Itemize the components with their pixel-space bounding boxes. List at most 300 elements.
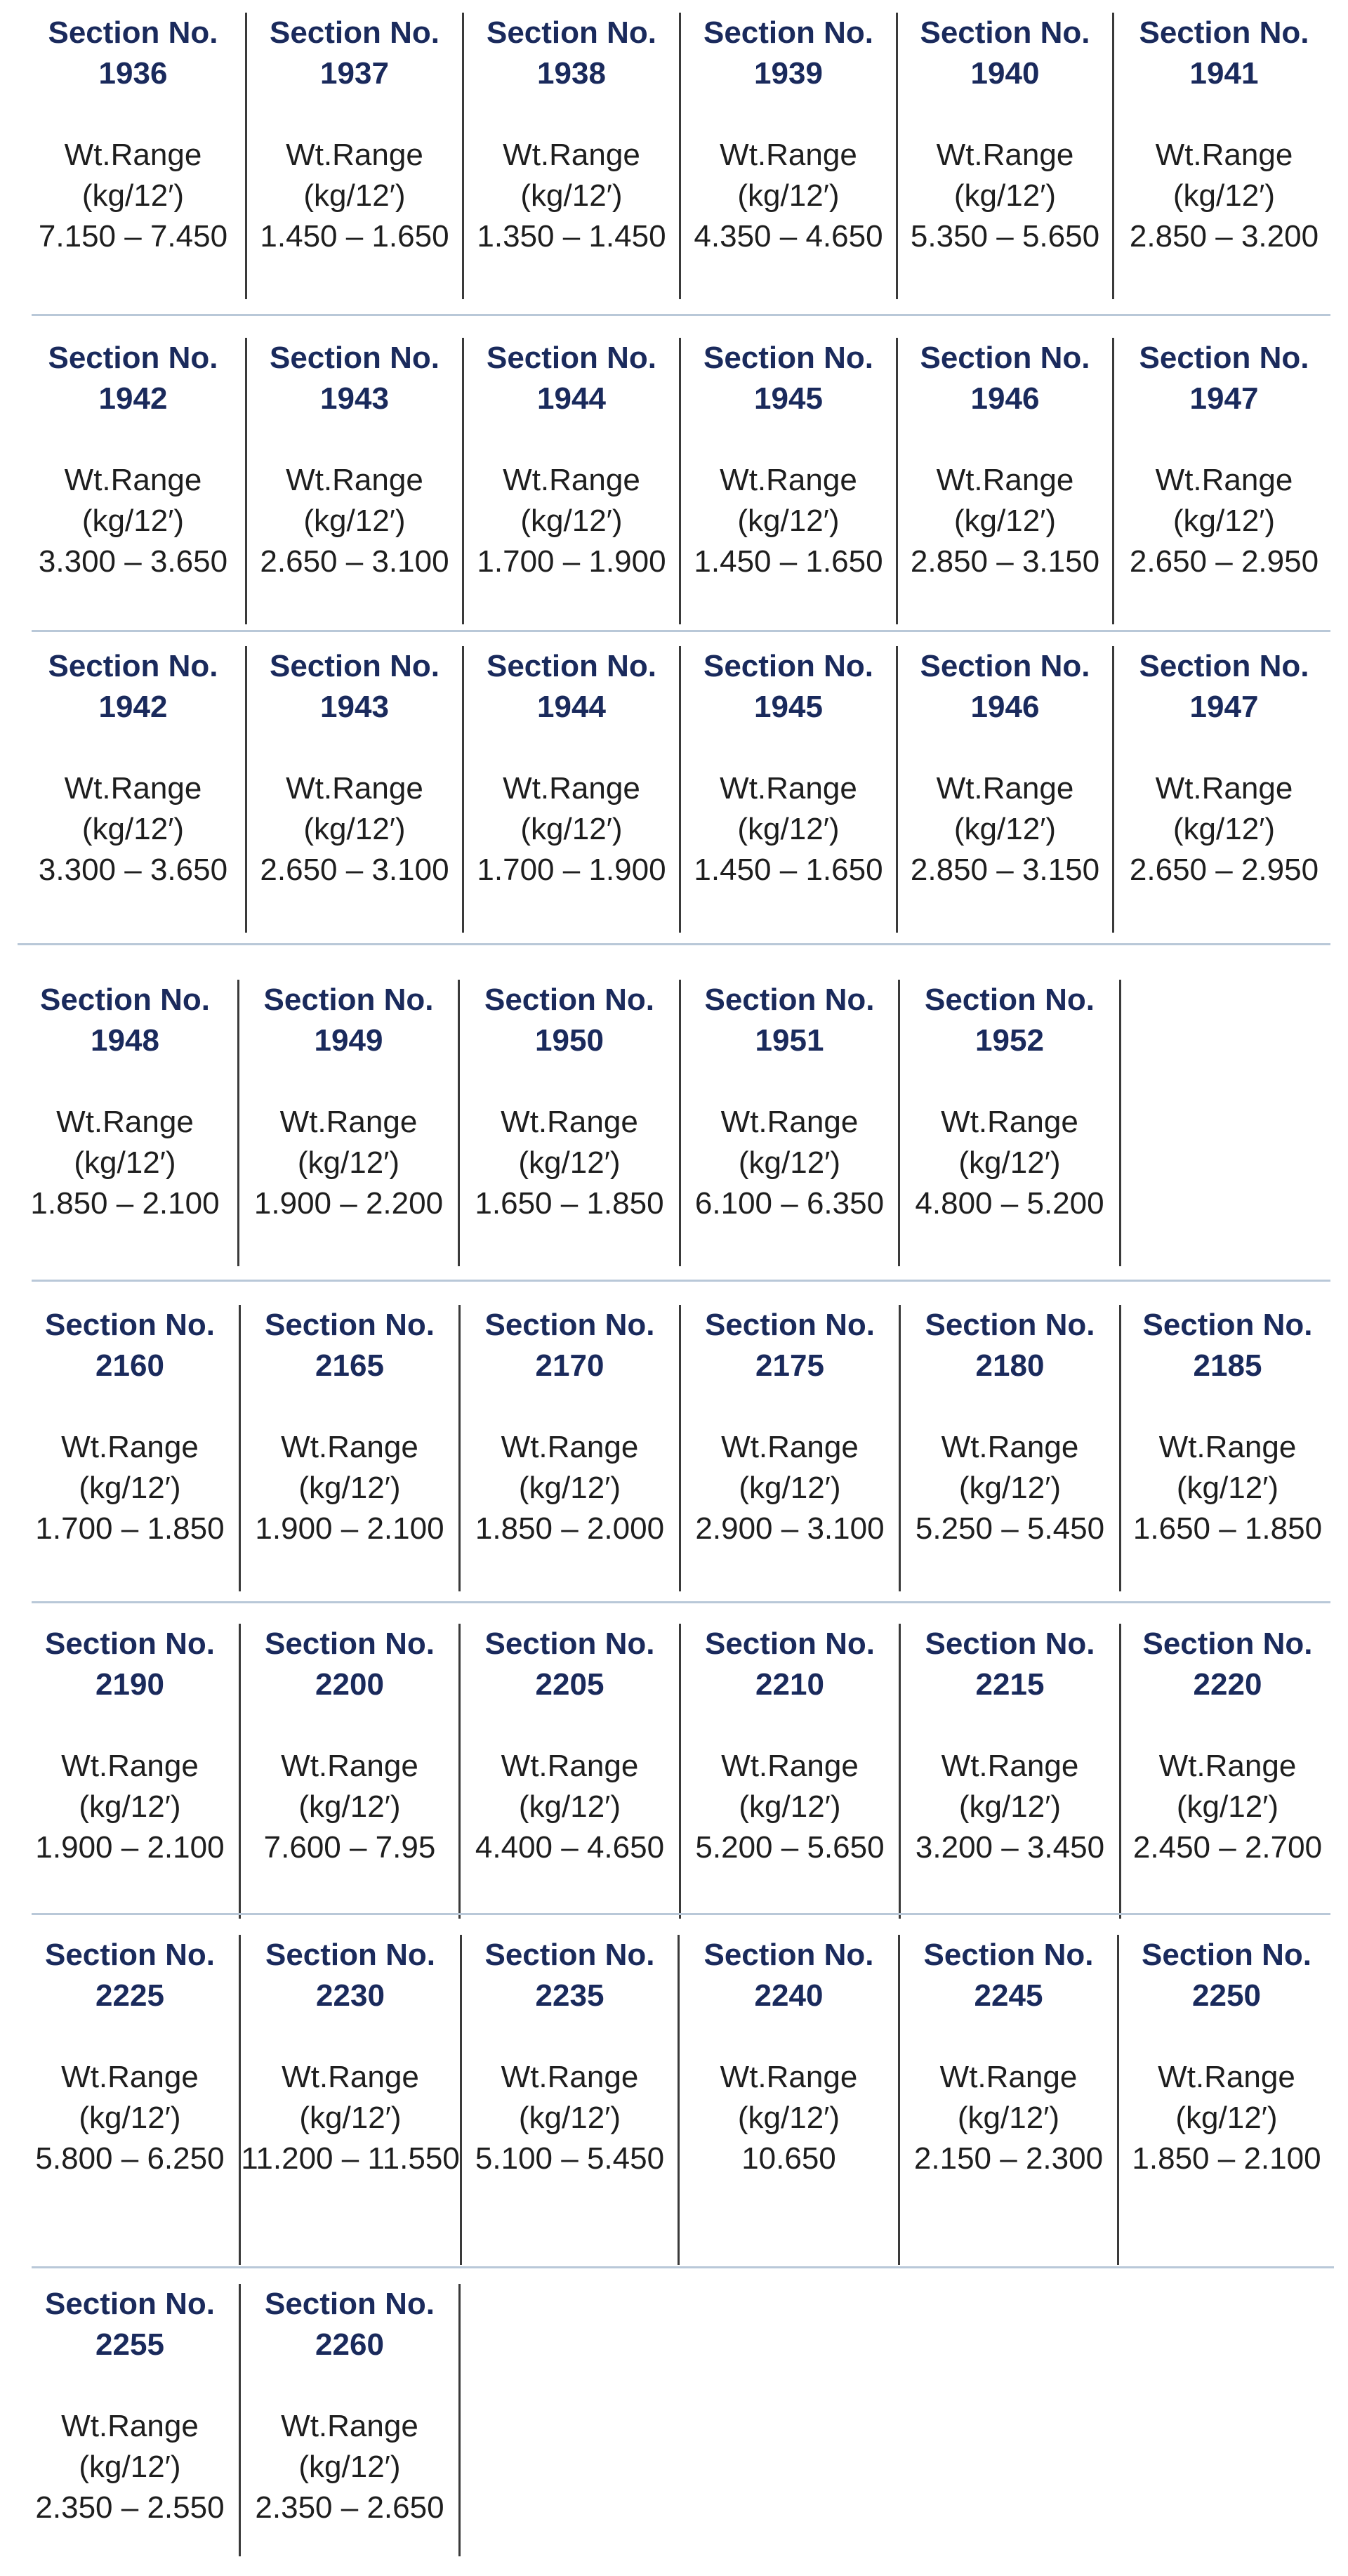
section-number: 1946 xyxy=(970,690,1040,724)
weight-unit: (kg/12′) xyxy=(518,1789,621,1824)
weight-unit: (kg/12′) xyxy=(958,1145,1061,1180)
spacer xyxy=(1114,419,1334,460)
section-cell xyxy=(21,1305,241,1591)
weight-range-label: Wt.Range xyxy=(286,138,423,172)
weight-range-value: 2.850 – 3.200 xyxy=(1129,219,1319,254)
section-number: 1948 xyxy=(91,1023,159,1058)
section-label: Section No. xyxy=(1141,1938,1312,1972)
row-separator xyxy=(32,630,1330,632)
spacer xyxy=(21,94,245,135)
weight-range-value: 1.700 – 1.900 xyxy=(477,853,666,887)
weight-range-value: 2.150 – 2.300 xyxy=(913,2141,1104,2176)
spacer xyxy=(901,1705,1119,1746)
weight-range-value: 3.200 – 3.450 xyxy=(915,1830,1105,1865)
weight-unit: (kg/12′) xyxy=(1172,504,1276,538)
section-label: Section No. xyxy=(1139,649,1309,683)
weight-range-label: Wt.Range xyxy=(281,2409,418,2443)
section-label: Section No. xyxy=(1142,1627,1313,1661)
spacer xyxy=(464,419,679,460)
section-cell xyxy=(241,1935,462,2265)
section-number: 2205 xyxy=(535,1667,604,1702)
row-2225-2250 xyxy=(0,1935,1348,2265)
weight-range-value: 1.450 – 1.650 xyxy=(694,853,883,887)
weight-range-label: Wt.Range xyxy=(279,1105,418,1139)
weight-unit: (kg/12′) xyxy=(737,812,840,846)
section-label: Section No. xyxy=(48,341,218,375)
section-cell xyxy=(247,13,464,299)
weight-range-value: 10.650 xyxy=(741,2141,836,2176)
row-1948-1952 xyxy=(0,980,1348,1266)
section-number: 2230 xyxy=(316,1978,385,2013)
weight-unit: (kg/12′) xyxy=(303,178,406,213)
section-cell xyxy=(21,1935,241,2265)
row-2190-2220 xyxy=(0,1624,1348,1919)
weight-range-value: 1.650 – 1.850 xyxy=(475,1186,664,1221)
spacer xyxy=(247,94,462,135)
weight-unit: (kg/12′) xyxy=(298,2450,401,2484)
section-label: Section No. xyxy=(923,1938,1094,1972)
weight-range-label: Wt.Range xyxy=(501,1749,639,1783)
weight-range-label: Wt.Range xyxy=(56,1105,194,1139)
section-cell xyxy=(21,646,247,933)
weight-range-value: 1.450 – 1.650 xyxy=(260,219,449,254)
section-label: Section No. xyxy=(264,1308,435,1342)
section-label: Section No. xyxy=(265,1938,436,1972)
section-cell xyxy=(462,1935,680,2265)
weight-range-value: 4.350 – 4.650 xyxy=(694,219,883,254)
weight-range-label: Wt.Range xyxy=(503,463,640,497)
weight-range-value: 11.200 – 11.550 xyxy=(241,2141,460,2176)
section-number: 2165 xyxy=(315,1348,384,1383)
section-number: 1947 xyxy=(1189,381,1259,416)
row-separator xyxy=(32,314,1330,316)
section-number: 1950 xyxy=(535,1023,604,1058)
weight-unit: (kg/12′) xyxy=(739,1789,841,1824)
section-cell xyxy=(681,1305,901,1591)
section-number: 2210 xyxy=(755,1667,824,1702)
weight-range-value: 1.350 – 1.450 xyxy=(477,219,666,254)
weight-range-label: Wt.Range xyxy=(721,1749,859,1783)
section-cell xyxy=(1114,338,1334,624)
weight-range-value: 1.850 – 2.100 xyxy=(1132,2141,1321,2176)
section-number: 1941 xyxy=(1189,56,1259,91)
spacer xyxy=(461,1386,679,1427)
section-label: Section No. xyxy=(1139,341,1309,375)
weight-range-label: Wt.Range xyxy=(939,2060,1078,2094)
weight-range-label: Wt.Range xyxy=(1155,771,1293,806)
weight-unit: (kg/12′) xyxy=(953,504,1057,538)
weight-range-label: Wt.Range xyxy=(64,463,202,497)
section-cell xyxy=(247,338,464,624)
weight-range-label: Wt.Range xyxy=(941,1749,1079,1783)
section-label: Section No. xyxy=(264,1627,435,1661)
weight-range-value: 3.300 – 3.650 xyxy=(38,853,228,887)
weight-range-label: Wt.Range xyxy=(941,1105,1078,1139)
section-label: Section No. xyxy=(486,15,657,50)
section-label: Section No. xyxy=(44,2287,216,2321)
spacer xyxy=(681,1386,899,1427)
row-separator xyxy=(32,1601,1330,1603)
section-cell xyxy=(461,1305,681,1591)
weight-unit: (kg/12′) xyxy=(520,812,623,846)
section-label: Section No. xyxy=(703,649,874,683)
section-cell xyxy=(1121,1624,1334,1919)
weight-range-value: 4.800 – 5.200 xyxy=(915,1186,1104,1221)
section-cell xyxy=(681,338,898,624)
section-number: 2240 xyxy=(754,1978,824,2013)
weight-unit: (kg/12′) xyxy=(738,1145,841,1180)
section-number: 2225 xyxy=(95,1978,164,2013)
section-label: Section No. xyxy=(925,1627,1095,1661)
spacer xyxy=(1121,1386,1334,1427)
weight-range-value: 2.650 – 3.100 xyxy=(260,544,449,579)
row-2255-2260 xyxy=(0,2284,1348,2556)
section-cell xyxy=(464,13,681,299)
weight-range-value: 2.450 – 2.700 xyxy=(1132,1830,1323,1865)
section-number: 2235 xyxy=(535,1978,604,2013)
spacer xyxy=(21,1705,239,1746)
weight-range-label: Wt.Range xyxy=(61,2409,199,2443)
weight-range-value: 2.650 – 2.950 xyxy=(1129,853,1319,887)
spacer xyxy=(21,728,245,768)
weight-unit: (kg/12′) xyxy=(953,812,1057,846)
section-label: Section No. xyxy=(704,983,875,1017)
section-number: 1945 xyxy=(754,381,823,416)
weight-range-label: Wt.Range xyxy=(936,463,1074,497)
row-separator xyxy=(32,1280,1330,1282)
section-cell xyxy=(464,646,681,933)
weight-unit: (kg/12′) xyxy=(737,2101,840,2135)
weight-range-label: Wt.Range xyxy=(61,2060,199,2094)
weight-range-label: Wt.Range xyxy=(61,1430,199,1464)
weight-range-label: Wt.Range xyxy=(720,771,857,806)
section-cell xyxy=(681,13,898,299)
section-cell xyxy=(21,1624,241,1919)
weight-unit: (kg/12′) xyxy=(303,504,406,538)
section-label: Section No. xyxy=(44,1938,216,1972)
spacer xyxy=(900,1061,1119,1102)
section-cell xyxy=(1114,646,1334,933)
section-label: Section No. xyxy=(263,983,434,1017)
section-cell xyxy=(21,13,247,299)
weight-unit: (kg/12′) xyxy=(957,2101,1060,2135)
section-label: Section No. xyxy=(269,15,440,50)
weight-unit: (kg/12′) xyxy=(737,178,840,213)
weight-range-value: 5.350 – 5.650 xyxy=(910,219,1100,254)
weight-range-label: Wt.Range xyxy=(503,771,640,806)
section-number: 1951 xyxy=(755,1023,824,1058)
section-cell xyxy=(13,980,239,1266)
weight-range-value: 1.900 – 2.200 xyxy=(253,1186,444,1221)
section-label: Section No. xyxy=(484,1308,655,1342)
section-label: Section No. xyxy=(924,983,1095,1017)
spacer xyxy=(460,1061,679,1102)
spacer xyxy=(464,728,679,768)
section-label: Section No. xyxy=(39,983,211,1017)
row-separator xyxy=(32,1913,1330,1915)
weight-range-label: Wt.Range xyxy=(720,1105,859,1139)
row-1936-1941 xyxy=(0,13,1348,299)
weight-unit: (kg/12′) xyxy=(298,1471,401,1505)
weight-unit: (kg/12′) xyxy=(298,1789,401,1824)
section-label: Section No. xyxy=(264,2287,435,2321)
section-number: 2215 xyxy=(975,1667,1045,1702)
section-label: Section No. xyxy=(269,341,440,375)
section-cell xyxy=(241,1305,461,1591)
weight-range-value: 1.650 – 1.850 xyxy=(1132,1511,1323,1546)
weight-range-value: 5.200 – 5.650 xyxy=(695,1830,885,1865)
section-label: Section No. xyxy=(703,15,874,50)
spacer xyxy=(898,419,1112,460)
section-label: Section No. xyxy=(484,983,655,1017)
weight-range-label: Wt.Range xyxy=(501,2060,639,2094)
weight-unit: (kg/12′) xyxy=(1176,1789,1279,1824)
section-label: Section No. xyxy=(920,341,1090,375)
weight-range-label: Wt.Range xyxy=(941,1430,1079,1464)
weight-unit: (kg/12′) xyxy=(953,178,1057,213)
section-number: 1944 xyxy=(537,381,606,416)
spacer xyxy=(681,419,896,460)
spacer xyxy=(241,1705,458,1746)
section-number: 2175 xyxy=(755,1348,824,1383)
weight-range-label: Wt.Range xyxy=(720,463,857,497)
section-cell xyxy=(898,13,1114,299)
weight-unit: (kg/12′) xyxy=(518,2101,621,2135)
section-label: Section No. xyxy=(486,341,657,375)
weight-range-label: Wt.Range xyxy=(936,771,1074,806)
section-label: Section No. xyxy=(486,649,657,683)
section-number: 1945 xyxy=(754,690,823,724)
weight-range-label: Wt.Range xyxy=(286,771,423,806)
weight-unit: (kg/12′) xyxy=(79,1471,181,1505)
weight-range-value: 1.900 – 2.100 xyxy=(35,1830,225,1865)
section-number: 2220 xyxy=(1193,1667,1262,1702)
weight-range-value: 2.350 – 2.650 xyxy=(255,2490,444,2525)
weight-range-label: Wt.Range xyxy=(64,138,202,172)
section-cell xyxy=(1119,1935,1334,2265)
section-number: 1938 xyxy=(537,56,606,91)
weight-range-value: 2.850 – 3.150 xyxy=(910,544,1100,579)
weight-range-label: Wt.Range xyxy=(501,1105,638,1139)
section-number: 2185 xyxy=(1193,1348,1262,1383)
section-number: 1949 xyxy=(314,1023,383,1058)
section-cell xyxy=(1114,13,1334,299)
section-label: Section No. xyxy=(920,15,1090,50)
spacer xyxy=(13,1061,237,1102)
section-label: Section No. xyxy=(704,1627,875,1661)
weight-unit: (kg/12′) xyxy=(1172,178,1276,213)
section-label: Section No. xyxy=(925,1308,1095,1342)
weight-range-value: 7.600 – 7.95 xyxy=(263,1830,436,1865)
row-2160-2185 xyxy=(0,1305,1348,1591)
weight-unit: (kg/12′) xyxy=(739,1471,841,1505)
section-label: Section No. xyxy=(44,1627,216,1661)
spacer xyxy=(680,2016,898,2057)
weight-range-value: 5.800 – 6.250 xyxy=(35,2141,225,2176)
weight-unit: (kg/12′) xyxy=(79,2450,181,2484)
weight-range-value: 5.100 – 5.450 xyxy=(475,2141,665,2176)
weight-unit: (kg/12′) xyxy=(79,1789,181,1824)
spacer xyxy=(1121,1705,1334,1746)
section-cell xyxy=(900,980,1121,1266)
weight-unit: (kg/12′) xyxy=(737,504,840,538)
section-cell xyxy=(681,646,898,933)
spacer xyxy=(464,94,679,135)
weight-range-value: 1.850 – 2.000 xyxy=(475,1511,665,1546)
section-number: 2160 xyxy=(95,1348,164,1383)
weight-range-label: Wt.Range xyxy=(281,1430,418,1464)
weight-unit: (kg/12′) xyxy=(520,504,623,538)
section-number: 2245 xyxy=(974,1978,1043,2013)
section-number: 1943 xyxy=(320,690,389,724)
weight-range-value: 5.250 – 5.450 xyxy=(915,1511,1105,1546)
section-cell xyxy=(241,1624,461,1919)
weight-range-label: Wt.Range xyxy=(1155,138,1293,172)
weight-range-label: Wt.Range xyxy=(501,1430,639,1464)
spacer xyxy=(1119,2016,1334,2057)
section-label: Section No. xyxy=(703,341,874,375)
section-cell xyxy=(901,1624,1121,1919)
weight-unit: (kg/12′) xyxy=(303,812,406,846)
weight-unit: (kg/12′) xyxy=(1175,2101,1278,2135)
weight-range-value: 3.300 – 3.650 xyxy=(38,544,228,579)
weight-unit: (kg/12′) xyxy=(518,1471,621,1505)
weight-range-label: Wt.Range xyxy=(1158,1430,1297,1464)
section-number: 2255 xyxy=(95,2327,164,2362)
section-number: 1939 xyxy=(754,56,823,91)
section-number: 1942 xyxy=(98,381,168,416)
section-cell xyxy=(900,1935,1119,2265)
weight-range-label: Wt.Range xyxy=(503,138,640,172)
section-number: 2260 xyxy=(315,2327,384,2362)
weight-range-label: Wt.Range xyxy=(1158,1749,1297,1783)
section-number: 1940 xyxy=(970,56,1040,91)
section-cell xyxy=(239,980,460,1266)
section-number: 1937 xyxy=(320,56,389,91)
spacer xyxy=(1114,728,1334,768)
weight-range-label: Wt.Range xyxy=(936,138,1074,172)
weight-range-label: Wt.Range xyxy=(64,771,202,806)
spacer xyxy=(681,1061,898,1102)
row-separator xyxy=(32,2266,1334,2268)
weight-unit: (kg/12′) xyxy=(299,2101,402,2135)
spacer xyxy=(681,728,896,768)
spacer xyxy=(898,728,1112,768)
spacer xyxy=(462,2016,678,2057)
weight-range-label: Wt.Range xyxy=(61,1749,199,1783)
section-number: 1947 xyxy=(1189,690,1259,724)
section-label: Section No. xyxy=(48,15,218,50)
weight-range-value: 2.650 – 3.100 xyxy=(260,853,449,887)
spacer xyxy=(239,1061,458,1102)
section-number: 1942 xyxy=(98,690,168,724)
section-number: 2250 xyxy=(1192,1978,1261,2013)
section-label: Section No. xyxy=(703,1938,874,1972)
weight-range-label: Wt.Range xyxy=(281,1749,418,1783)
weight-range-label: Wt.Range xyxy=(720,138,857,172)
weight-range-value: 1.900 – 2.100 xyxy=(255,1511,444,1546)
section-label: Section No. xyxy=(269,649,440,683)
section-label: Section No. xyxy=(484,1627,655,1661)
section-cell xyxy=(464,338,681,624)
section-label: Section No. xyxy=(1139,15,1309,50)
section-cell xyxy=(898,646,1114,933)
section-cell xyxy=(460,980,681,1266)
spacer xyxy=(681,94,896,135)
weight-unit: (kg/12′) xyxy=(958,1789,1062,1824)
weight-range-value: 6.100 – 6.350 xyxy=(694,1186,885,1221)
spacer xyxy=(247,728,462,768)
spacer xyxy=(21,419,245,460)
spacer xyxy=(21,2365,239,2406)
weight-unit: (kg/12′) xyxy=(81,812,185,846)
section-label: Section No. xyxy=(1142,1308,1313,1342)
weight-range-value: 4.400 – 4.650 xyxy=(475,1830,665,1865)
weight-range-label: Wt.Range xyxy=(1155,463,1293,497)
section-cell xyxy=(461,1624,681,1919)
section-cell xyxy=(681,980,900,1266)
spacer xyxy=(461,1705,679,1746)
section-number: 2170 xyxy=(535,1348,604,1383)
section-number: 2180 xyxy=(975,1348,1045,1383)
weight-range-label: Wt.Range xyxy=(721,1430,859,1464)
weight-range-value: 1.700 – 1.850 xyxy=(35,1511,225,1546)
spacer xyxy=(21,2016,239,2057)
weight-unit: (kg/12′) xyxy=(520,178,623,213)
weight-range-value: 2.350 – 2.550 xyxy=(35,2490,225,2525)
spacer xyxy=(900,2016,1117,2057)
spacer xyxy=(898,94,1112,135)
weight-unit: (kg/12′) xyxy=(1172,812,1276,846)
spacer xyxy=(1114,94,1334,135)
weight-range-label: Wt.Range xyxy=(720,2060,858,2094)
section-cell xyxy=(21,338,247,624)
spacer xyxy=(241,1386,458,1427)
weight-range-value: 2.850 – 3.150 xyxy=(910,853,1100,887)
section-number: 1946 xyxy=(970,381,1040,416)
spacer xyxy=(247,419,462,460)
weight-unit: (kg/12′) xyxy=(518,1145,621,1180)
weight-range-label: Wt.Range xyxy=(1158,2060,1295,2094)
weight-unit: (kg/12′) xyxy=(297,1145,400,1180)
weight-range-value: 1.450 – 1.650 xyxy=(694,544,883,579)
weight-range-label: Wt.Range xyxy=(286,463,423,497)
row-separator xyxy=(18,943,1330,945)
spacer xyxy=(901,1386,1119,1427)
spacer xyxy=(241,2016,460,2057)
spacer xyxy=(241,2365,458,2406)
row-1942-1947 xyxy=(0,338,1348,624)
weight-range-label: Wt.Range xyxy=(282,2060,419,2094)
section-label: Section No. xyxy=(704,1308,875,1342)
section-number: 1943 xyxy=(320,381,389,416)
section-cell xyxy=(1121,1305,1334,1591)
weight-unit: (kg/12′) xyxy=(1176,1471,1279,1505)
section-cell xyxy=(898,338,1114,624)
section-number: 1952 xyxy=(975,1023,1044,1058)
section-label: Section No. xyxy=(920,649,1090,683)
weight-range-value: 2.650 – 2.950 xyxy=(1129,544,1319,579)
weight-unit: (kg/12′) xyxy=(74,1145,176,1180)
section-number: 2190 xyxy=(95,1667,164,1702)
weight-range-value: 7.150 – 7.450 xyxy=(38,219,228,254)
section-label: Section No. xyxy=(48,649,218,683)
section-cell xyxy=(901,1305,1121,1591)
section-number: 2200 xyxy=(315,1667,384,1702)
section-label: Section No. xyxy=(44,1308,216,1342)
spacer xyxy=(21,1386,239,1427)
section-cell xyxy=(247,646,464,933)
